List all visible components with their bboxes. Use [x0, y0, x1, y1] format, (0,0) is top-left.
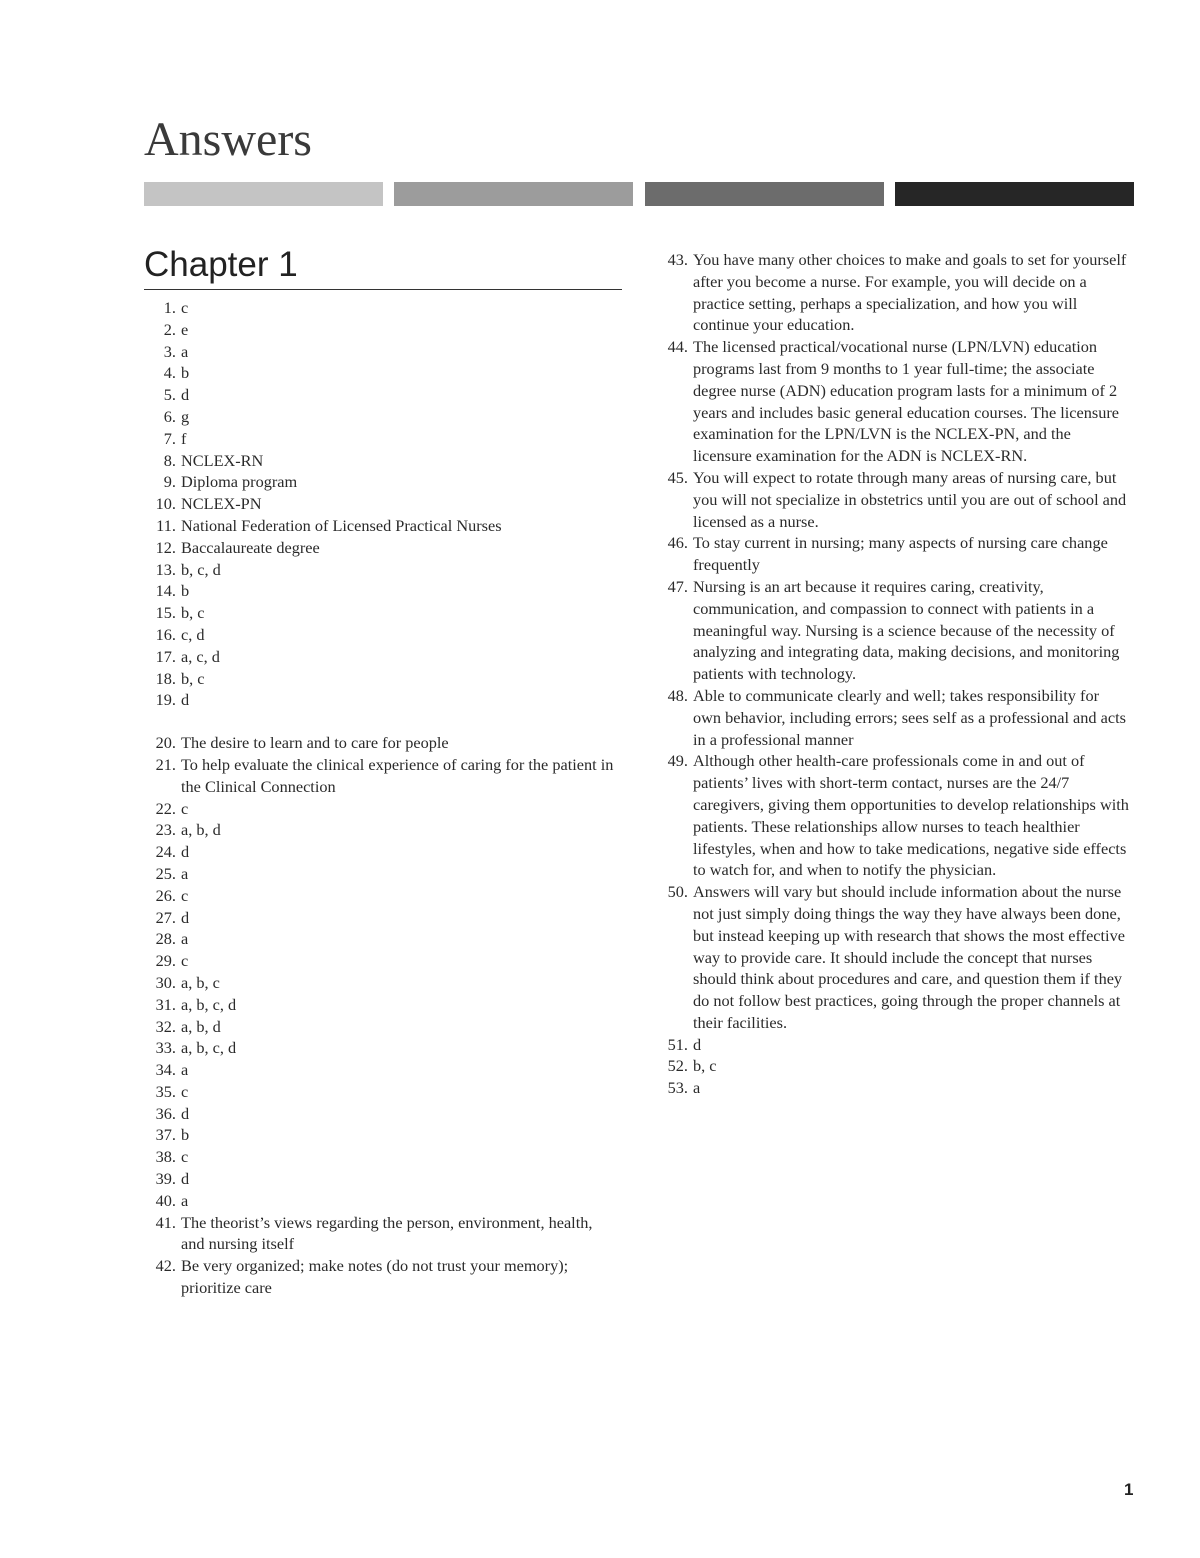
answer-text: d: [181, 385, 190, 405]
answer-number: 36 .: [140, 1103, 181, 1125]
answer-item: [140, 450, 620, 472]
answer-number: 42 .: [140, 1255, 181, 1277]
answer-item: [140, 515, 620, 537]
answer-item: [140, 559, 620, 581]
answer-text: a: [181, 1060, 189, 1080]
answer-item: [140, 689, 620, 711]
answer-item: [140, 362, 620, 384]
answer-text: The theorist’s views regarding the person, environment, health, and nursing itself: [181, 1212, 593, 1254]
answer-number: 3 .: [140, 341, 181, 363]
answer-item: [140, 972, 620, 994]
answer-item: [140, 1146, 620, 1168]
answer-item: [652, 336, 1130, 467]
answer-number: 16 .: [140, 624, 181, 646]
answer-item: [140, 384, 620, 406]
answer-number: 12 .: [140, 537, 181, 559]
answer-item: [652, 1034, 1130, 1056]
answer-text: a, b, c, d: [181, 994, 237, 1014]
answer-number: 24 .: [140, 841, 181, 863]
answer-number: 28 .: [140, 928, 181, 950]
answer-number: 25 .: [140, 863, 181, 885]
answer-item: [652, 881, 1130, 1034]
answer-number: 10 .: [140, 493, 181, 515]
answer-number: 15 .: [140, 602, 181, 624]
answer-item: [140, 754, 620, 798]
answer-item: [652, 576, 1130, 685]
answer-text: b, c: [693, 1056, 717, 1076]
answer-text: f: [181, 428, 187, 448]
answer-text: b: [181, 1125, 190, 1145]
answer-item: [140, 493, 620, 515]
answer-text: c: [181, 951, 189, 971]
answer-text: You will expect to rotate through many areas of nursing care, but you will not specialize in obstetrics until you are out of school and licensed as a nurse.: [693, 467, 1127, 531]
bar-black: [895, 182, 1134, 206]
answer-text: d: [693, 1034, 702, 1054]
answer-text: The licensed practical/vocational nurse (LPN/LVN) education programs last from 9 months to 1 year full-time; the associate degree nurse (ADN) education program lasts for a minimum of 2 years and includes basic general education courses. The licensure examination for the LPN/LVN is the NCLEX-PN, and the licensure examination for the ADN is NCLEX-RN.: [693, 337, 1120, 466]
answer-number: 6 .: [140, 406, 181, 428]
answer-item: [140, 471, 620, 493]
chapter-title: Chapter 1: [144, 243, 622, 290]
answers-column-right: [652, 249, 1130, 1099]
answer-text: c: [181, 1147, 189, 1167]
answer-text: b: [181, 581, 190, 601]
bar-light: [144, 182, 383, 206]
answer-number: 11 .: [140, 515, 181, 537]
answer-number: 38 .: [140, 1146, 181, 1168]
answer-number: 13 .: [140, 559, 181, 581]
answer-item: [140, 928, 620, 950]
answer-item: [140, 950, 620, 972]
answer-item: [140, 580, 620, 602]
answer-text: Be very organized; make notes (do not trust your memory); prioritize care: [181, 1256, 569, 1298]
answer-item: [652, 685, 1130, 750]
answer-number: 2 .: [140, 319, 181, 341]
answer-text: Nursing is an art because it requires caring, creativity, communication, and compassion to connect with patients in a meaningful way. Nursing is a science because of the necessity of analyzing and integrating data, making decisions, and monitoring patients with technology.: [693, 576, 1120, 684]
answer-number: 26 .: [140, 885, 181, 907]
page-number: 1: [1124, 1480, 1134, 1499]
answer-item: [652, 1077, 1130, 1099]
answer-text: b, c, d: [181, 559, 221, 579]
answer-number: 23 .: [140, 819, 181, 841]
answer-text: c: [181, 298, 189, 317]
answer-item: [140, 907, 620, 929]
answer-item: [652, 532, 1130, 576]
answer-item: [140, 841, 620, 863]
answer-item: [140, 341, 620, 363]
page-heading: Answers: [144, 113, 312, 166]
answer-item: [140, 646, 620, 668]
answer-item: [140, 1212, 620, 1256]
answer-number: 35 .: [140, 1081, 181, 1103]
bar-medium: [394, 182, 633, 206]
answer-number: 41 .: [140, 1212, 181, 1234]
answer-text: Diploma program: [181, 472, 298, 492]
answer-text: c: [181, 1081, 189, 1101]
answer-text: d: [181, 690, 190, 710]
answer-item: [140, 732, 620, 754]
answer-number: 52 .: [652, 1055, 693, 1077]
answer-number: 17 .: [140, 646, 181, 668]
answer-item: [140, 819, 620, 841]
answer-number: 45 .: [652, 467, 693, 489]
answer-text: a, b, d: [181, 1016, 221, 1036]
answer-number: 22 .: [140, 798, 181, 820]
decorative-bars: [144, 182, 1134, 206]
answer-text: e: [181, 319, 189, 339]
answer-text: a: [181, 929, 189, 949]
answer-item: [140, 1103, 620, 1125]
answer-item: [140, 537, 620, 559]
answer-text: a: [693, 1078, 701, 1098]
answer-text: To help evaluate the clinical experience of caring for the patient in the Clinical Connection: [181, 754, 614, 796]
answer-text: NCLEX-RN: [181, 450, 264, 470]
answer-item: [140, 1016, 620, 1038]
answer-number: 31 .: [140, 994, 181, 1016]
answer-number: 51 .: [652, 1034, 693, 1056]
answer-text: You have many other choices to make and goals to set for yourself after you become a nurse. For example, you will decide on a practice setting, perhaps a specialization, and how you will continue your education.: [693, 250, 1127, 335]
answer-text: a, b, d: [181, 820, 221, 840]
answer-text: NCLEX-PN: [181, 494, 262, 514]
answer-number: 49 .: [652, 750, 693, 772]
answer-number: 14 .: [140, 580, 181, 602]
answer-text: a, c, d: [181, 646, 220, 666]
answer-number: 50 .: [652, 881, 693, 903]
answer-item: [140, 624, 620, 646]
answer-number: 27 .: [140, 907, 181, 929]
answer-item: [140, 1059, 620, 1081]
answer-text: b: [181, 363, 190, 383]
answer-number: 1 .: [140, 297, 181, 319]
answer-text: c: [181, 885, 189, 905]
answer-number: 32 .: [140, 1016, 181, 1038]
answer-text: c, d: [181, 624, 205, 644]
answer-number: 8 .: [140, 450, 181, 472]
answer-text: The desire to learn and to care for people: [181, 733, 449, 753]
answer-number: 19 .: [140, 689, 181, 711]
answer-item: [140, 1081, 620, 1103]
answer-text: b, c: [181, 668, 205, 688]
answer-number: 48 .: [652, 685, 693, 707]
answer-number: 47 .: [652, 576, 693, 598]
answer-number: 34 .: [140, 1059, 181, 1081]
answer-item: [140, 798, 620, 820]
answer-item: [140, 1255, 620, 1299]
answer-item: [140, 668, 620, 690]
answer-item: [652, 467, 1130, 532]
answer-item: [652, 1055, 1130, 1077]
answer-number: 39 .: [140, 1168, 181, 1190]
answer-text: a: [181, 341, 189, 361]
answer-text: a: [181, 863, 189, 883]
answer-item: [140, 1037, 620, 1059]
answer-number: 30 .: [140, 972, 181, 994]
answer-number: 40 .: [140, 1190, 181, 1212]
answer-item: [140, 602, 620, 624]
answer-item: [140, 1168, 620, 1190]
answer-text: d: [181, 1169, 190, 1189]
answer-text: Able to communicate clearly and well; takes responsibility for own behavior, including errors; sees self as a professional and acts in a professional manner: [693, 685, 1126, 749]
answer-item: [140, 885, 620, 907]
answer-text: To stay current in nursing; many aspects of nursing care change frequently: [693, 533, 1108, 575]
answer-item: [140, 1190, 620, 1212]
answer-number: 44 .: [652, 336, 693, 358]
answer-text: c: [181, 798, 189, 818]
answer-text: d: [181, 907, 190, 927]
answer-number: 43 .: [652, 249, 693, 271]
answer-text: a, b, c, d: [181, 1038, 237, 1058]
answer-number: 29 .: [140, 950, 181, 972]
answer-text: d: [181, 1103, 190, 1123]
answer-text: g: [181, 406, 190, 426]
answer-text: a: [181, 1190, 189, 1210]
answer-text: Although other health-care professionals come in and out of patients’ lives with short-term contact, nurses are the 24/7 caregivers, giving them opportunities to develop relationships with patients. These relationships allow nurses to teach healthier lifestyles, when and how to take medications, negative side effects to watch for, and when to notify the physician.: [693, 751, 1129, 880]
answer-text: Answers will vary but should include information about the nurse not just simply doing things the way they have always been done, but instead keeping up with research that shows the most effective way to provide care. It should include the concept that nurses should think about procedures and care, and question them if they do not follow best practices, going through the proper channels at their facilities.: [693, 882, 1125, 1032]
answer-text: a, b, c: [181, 972, 220, 992]
answer-text: b, c: [181, 603, 205, 623]
answer-item: [140, 406, 620, 428]
answer-item: [140, 994, 620, 1016]
answer-number: 5 .: [140, 384, 181, 406]
answer-number: 37 .: [140, 1124, 181, 1146]
answer-number: 46 .: [652, 532, 693, 554]
answer-item: [140, 1124, 620, 1146]
answer-number: 33 .: [140, 1037, 181, 1059]
answer-number: 20 .: [140, 732, 181, 754]
answer-item: [140, 863, 620, 885]
answer-number: 53 .: [652, 1077, 693, 1099]
answer-item: [652, 750, 1130, 881]
answer-number: 7 .: [140, 428, 181, 450]
answers-column-left: [140, 297, 620, 1299]
answer-item: [652, 249, 1130, 336]
answer-number: 21 .: [140, 754, 181, 776]
answer-item: [140, 297, 620, 319]
answer-item: [140, 319, 620, 341]
answer-number: 18 .: [140, 668, 181, 690]
answer-text: d: [181, 842, 190, 862]
answer-item: [140, 428, 620, 450]
answer-number: 4 .: [140, 362, 181, 384]
answer-text: National Federation of Licensed Practical Nurses: [181, 515, 502, 535]
bar-dark: [645, 182, 884, 206]
answer-number: 9 .: [140, 471, 181, 493]
answer-text: Baccalaureate degree: [181, 537, 320, 557]
